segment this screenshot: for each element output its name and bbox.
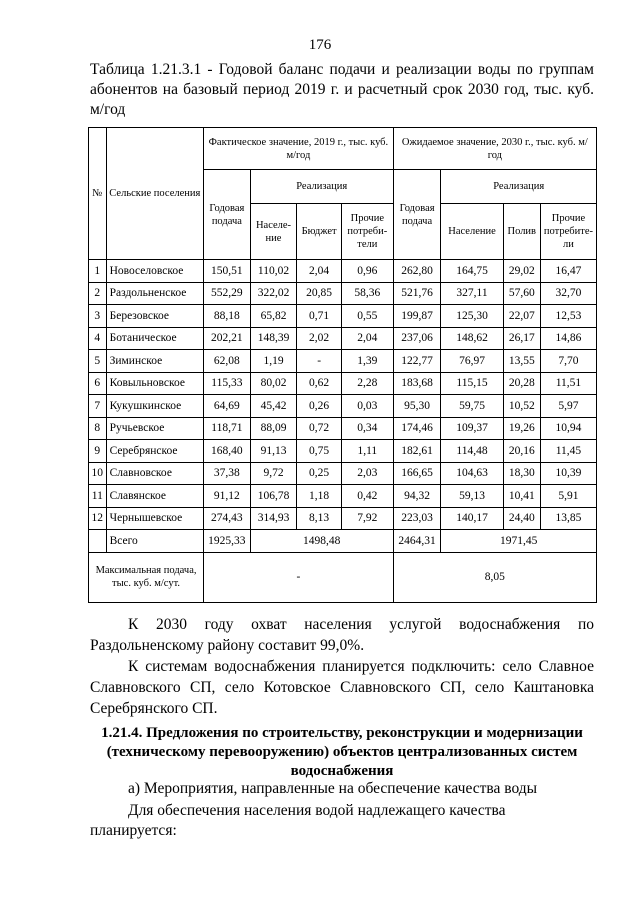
value-cell: 150,51	[204, 260, 251, 283]
value-cell: 122,77	[393, 350, 441, 373]
table-body	[89, 260, 597, 530]
value-cell: 168,40	[204, 440, 251, 463]
value-cell: 45,42	[250, 395, 297, 418]
value-cell: 5,91	[540, 485, 596, 508]
row-number: 3	[89, 305, 107, 328]
value-cell: 125,30	[441, 305, 503, 328]
value-cell: 115,15	[441, 372, 503, 395]
row-number: 5	[89, 350, 107, 373]
value-cell: 7,70	[540, 350, 596, 373]
value-cell: 1,11	[341, 440, 393, 463]
value-cell: 148,62	[441, 327, 503, 350]
header-num: №	[89, 128, 107, 260]
header-fact-2019: Фактическое значение, 2019 г., тыс. куб. м/год	[204, 128, 394, 170]
paragraph-quality: Для обеспечения населения водой надлежащего качества планируется:	[90, 802, 506, 839]
value-cell: 2,04	[341, 327, 393, 350]
value-cell: 11,45	[540, 440, 596, 463]
value-cell: 10,52	[503, 395, 540, 418]
table-row	[89, 327, 597, 350]
value-cell: 64,69	[204, 395, 251, 418]
value-cell: 183,68	[393, 372, 441, 395]
header-budget: Бюджет	[297, 204, 342, 260]
paragraph-coverage-line2: Раздольненскому району составит 99,0%.	[90, 637, 365, 654]
value-cell: 13,55	[503, 350, 540, 373]
table-row	[89, 282, 597, 305]
value-cell: 148,39	[250, 327, 297, 350]
value-cell: 80,02	[250, 372, 297, 395]
value-cell: 57,60	[503, 282, 540, 305]
value-cell: 106,78	[250, 485, 297, 508]
value-cell: 37,38	[204, 462, 251, 485]
value-cell: 62,08	[204, 350, 251, 373]
value-cell: 29,02	[503, 260, 540, 283]
value-cell: 9,72	[250, 462, 297, 485]
table-row	[89, 485, 597, 508]
value-cell: 5,97	[540, 395, 596, 418]
paragraph-measures: а) Мероприятия, направленные на обеспечение качества воды	[128, 780, 538, 797]
header-other-2030: Прочие потребите-ли	[540, 204, 596, 260]
value-cell: 26,17	[503, 327, 540, 350]
header-realization-2030: Реализация	[441, 170, 597, 204]
value-cell: 7,92	[341, 507, 393, 530]
paragraph-word: населения	[304, 616, 372, 633]
table-caption: Таблица 1.21.3.1 - Годовой баланс подачи и реализации воды по группам абонентов на базовый период 2019 г. и расчетный срок 2030 год, тыс. куб. м/год	[90, 61, 594, 118]
section-heading: 1.21.4. Предложения по строительству, реконструкции и модернизации (техническому перевооружению) объектов централизованных систем водоснабжения	[101, 725, 583, 779]
settlement-name: Зиминское	[106, 350, 203, 373]
header-expected-2030: Ожидаемое значение, 2030 г., тыс. куб. м/год	[393, 128, 596, 170]
header-settlement: Сельские поселения	[106, 128, 203, 260]
table-row	[89, 440, 597, 463]
settlement-name: Ботаническое	[106, 327, 203, 350]
value-cell: 0,34	[341, 417, 393, 440]
value-cell: 20,85	[297, 282, 342, 305]
table-row	[89, 305, 597, 328]
paragraph-connections-text: К системам водоснабжения планируется подключить: село Славное Славновского СП, село Котовское Славновского СП, село Каштановка Серебрянского СП.	[90, 658, 594, 717]
settlement-name: Славянское	[106, 485, 203, 508]
settlement-name: Раздольненское	[106, 282, 203, 305]
max-supply-2030: 8,05	[393, 552, 596, 602]
value-cell: 166,65	[393, 462, 441, 485]
value-cell: 12,53	[540, 305, 596, 328]
value-cell: 322,02	[250, 282, 297, 305]
max-supply-label: Максимальная подача, тыс. куб. м/сут.	[89, 552, 204, 602]
row-number: 2	[89, 282, 107, 305]
paragraph-word: году	[204, 616, 234, 633]
row-number: 12	[89, 507, 107, 530]
value-cell: 0,75	[297, 440, 342, 463]
water-balance-table	[88, 127, 597, 603]
header-watering: Полив	[503, 204, 540, 260]
value-cell: 314,93	[250, 507, 297, 530]
value-cell: 174,46	[393, 417, 441, 440]
paragraph-coverage-line1	[90, 614, 594, 635]
value-cell: 10,94	[540, 417, 596, 440]
value-cell: 32,70	[540, 282, 596, 305]
paragraph-word: по	[577, 616, 594, 633]
value-cell: 140,17	[441, 507, 503, 530]
settlement-name: Кукушкинское	[106, 395, 203, 418]
settlement-name: Ручьевское	[106, 417, 203, 440]
value-cell: 274,43	[204, 507, 251, 530]
value-cell: 0,72	[297, 417, 342, 440]
value-cell: 0,42	[341, 485, 393, 508]
value-cell: 327,11	[441, 282, 503, 305]
total-realization-2019: 1498,48	[250, 530, 393, 553]
value-cell: 199,87	[393, 305, 441, 328]
value-cell: 2,03	[341, 462, 393, 485]
value-cell: 104,63	[441, 462, 503, 485]
value-cell: 91,13	[250, 440, 297, 463]
value-cell: 10,41	[503, 485, 540, 508]
total-realization-2030: 1971,45	[441, 530, 597, 553]
value-cell: 59,13	[441, 485, 503, 508]
value-cell: 0,62	[297, 372, 342, 395]
paragraph-word: К	[128, 616, 139, 633]
table-row	[89, 462, 597, 485]
header-realization-2019: Реализация	[250, 170, 393, 204]
value-cell: 0,71	[297, 305, 342, 328]
paragraph-word: услугой	[389, 616, 442, 633]
paragraph-word: 2030	[155, 616, 187, 633]
value-cell: 65,82	[250, 305, 297, 328]
value-cell: 0,03	[341, 395, 393, 418]
value-cell: 58,36	[341, 282, 393, 305]
value-cell: 95,30	[393, 395, 441, 418]
paragraph-word: водоснабжения	[459, 616, 561, 633]
value-cell: 24,40	[503, 507, 540, 530]
value-cell: 164,75	[441, 260, 503, 283]
header-other-2019: Прочие потреби-тели	[341, 204, 393, 260]
settlement-name: Чернышевское	[106, 507, 203, 530]
value-cell: 223,03	[393, 507, 441, 530]
value-cell: 2,04	[297, 260, 342, 283]
value-cell: 59,75	[441, 395, 503, 418]
value-cell: 114,48	[441, 440, 503, 463]
value-cell: 110,02	[250, 260, 297, 283]
value-cell: 1,18	[297, 485, 342, 508]
total-supply-2030: 2464,31	[393, 530, 441, 553]
total-supply-2019: 1925,33	[204, 530, 251, 553]
value-cell: 18,30	[503, 462, 540, 485]
value-cell: 0,55	[341, 305, 393, 328]
value-cell: 88,18	[204, 305, 251, 328]
value-cell: 2,28	[341, 372, 393, 395]
header-population-2019: Населе-ние	[250, 204, 297, 260]
row-number: 11	[89, 485, 107, 508]
row-number: 6	[89, 372, 107, 395]
value-cell: 20,28	[503, 372, 540, 395]
paragraph-coverage	[90, 614, 594, 656]
value-cell: 2,02	[297, 327, 342, 350]
value-cell: 10,39	[540, 462, 596, 485]
value-cell: 237,06	[393, 327, 441, 350]
table-row	[89, 417, 597, 440]
value-cell: 521,76	[393, 282, 441, 305]
settlement-name: Ковыльновское	[106, 372, 203, 395]
value-cell: 22,07	[503, 305, 540, 328]
value-cell: 109,37	[441, 417, 503, 440]
paragraph-connections	[90, 656, 594, 719]
value-cell: 118,71	[204, 417, 251, 440]
table-row	[89, 260, 597, 283]
value-cell: 88,09	[250, 417, 297, 440]
total-num-cell	[89, 530, 107, 553]
paragraph-word: охват	[251, 616, 287, 633]
page-number: 176	[308, 37, 332, 53]
value-cell: 1,39	[341, 350, 393, 373]
value-cell: 115,33	[204, 372, 251, 395]
value-cell: 76,97	[441, 350, 503, 373]
table-row	[89, 350, 597, 373]
settlement-name: Березовское	[106, 305, 203, 328]
value-cell: 8,13	[297, 507, 342, 530]
row-number: 7	[89, 395, 107, 418]
value-cell: 13,85	[540, 507, 596, 530]
value-cell: 552,29	[204, 282, 251, 305]
header-annual-supply-2030: Годовая подача	[393, 170, 441, 260]
value-cell: 0,96	[341, 260, 393, 283]
row-number: 10	[89, 462, 107, 485]
max-supply-2019: -	[204, 552, 394, 602]
value-cell: 182,61	[393, 440, 441, 463]
value-cell: 91,12	[204, 485, 251, 508]
value-cell: 202,21	[204, 327, 251, 350]
value-cell: 262,80	[393, 260, 441, 283]
settlement-name: Новоселовское	[106, 260, 203, 283]
table-row	[89, 372, 597, 395]
value-cell: 94,32	[393, 485, 441, 508]
value-cell: 14,86	[540, 327, 596, 350]
value-cell: 16,47	[540, 260, 596, 283]
settlement-name: Славновское	[106, 462, 203, 485]
value-cell: 11,51	[540, 372, 596, 395]
header-annual-supply-2019: Годовая подача	[204, 170, 251, 260]
value-cell: 19,26	[503, 417, 540, 440]
value-cell: 1,19	[250, 350, 297, 373]
value-cell: 20,16	[503, 440, 540, 463]
row-number: 1	[89, 260, 107, 283]
table-row	[89, 507, 597, 530]
header-population-2030: Население	[441, 204, 503, 260]
row-number: 9	[89, 440, 107, 463]
value-cell: 0,25	[297, 462, 342, 485]
settlement-name: Серебрянское	[106, 440, 203, 463]
row-number: 8	[89, 417, 107, 440]
table-row	[89, 395, 597, 418]
value-cell: -	[297, 350, 342, 373]
value-cell: 0,26	[297, 395, 342, 418]
row-number: 4	[89, 327, 107, 350]
total-label: Всего	[106, 530, 203, 553]
